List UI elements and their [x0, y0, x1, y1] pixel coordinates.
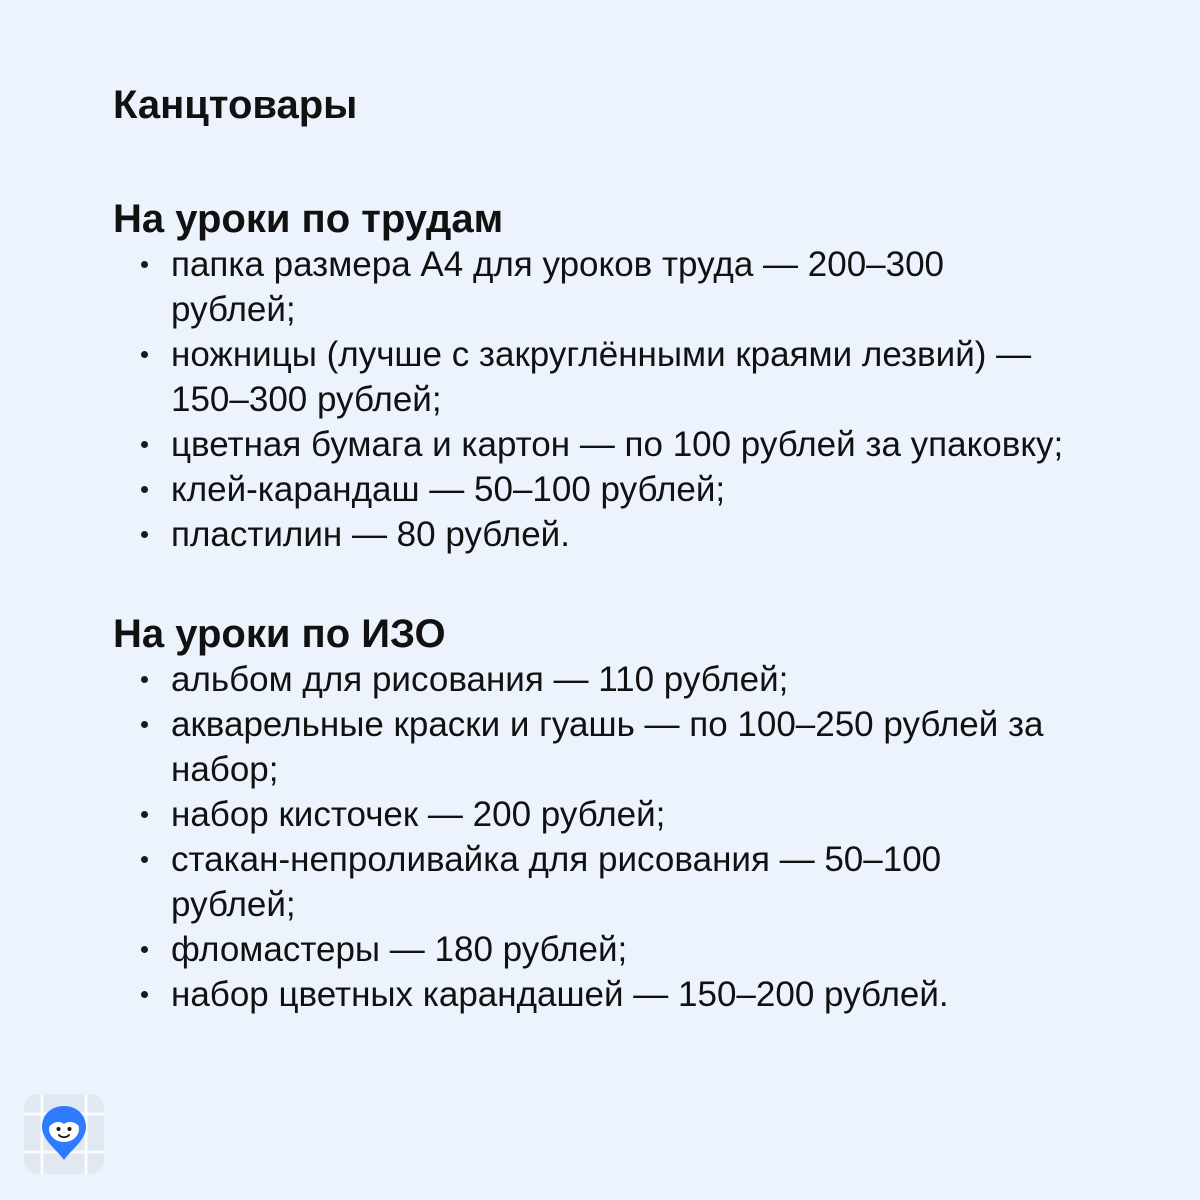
section-title-art: На уроки по ИЗО [113, 612, 446, 656]
list-item: пластилин — 80 рублей. [113, 512, 1073, 557]
list-item: папка размера А4 для уроков труда — 200–300 рублей; [113, 242, 1073, 332]
section-title-crafts: На уроки по трудам [113, 197, 504, 241]
document-content [113, 82, 1073, 1017]
section-art [113, 611, 1073, 1017]
app-logo [24, 1094, 104, 1174]
page-title: Канцтовары [113, 83, 358, 127]
list-item: ножницы (лучше с закруглёнными краями лезвий) — 150–300 рублей; [113, 332, 1073, 422]
map-pin-child-face-icon [24, 1094, 104, 1174]
list-item: цветная бумага и картон — по 100 рублей за упаковку; [113, 422, 1073, 467]
list-item: альбом для рисования — 110 рублей; [113, 657, 1073, 702]
crafts-list [113, 242, 1073, 557]
list-item: фломастеры — 180 рублей; [113, 927, 1073, 972]
section-crafts [113, 196, 1073, 557]
list-item: стакан-непроливайка для рисования — 50–100 рублей; [113, 837, 1073, 927]
list-item: клей-карандаш — 50–100 рублей; [113, 467, 1073, 512]
list-item: набор кисточек — 200 рублей; [113, 792, 1073, 837]
list-item: набор цветных карандашей — 150–200 рублей. [113, 972, 1073, 1017]
art-list [113, 657, 1073, 1017]
list-item: акварельные краски и гуашь — по 100–250 рублей за набор; [113, 702, 1073, 792]
